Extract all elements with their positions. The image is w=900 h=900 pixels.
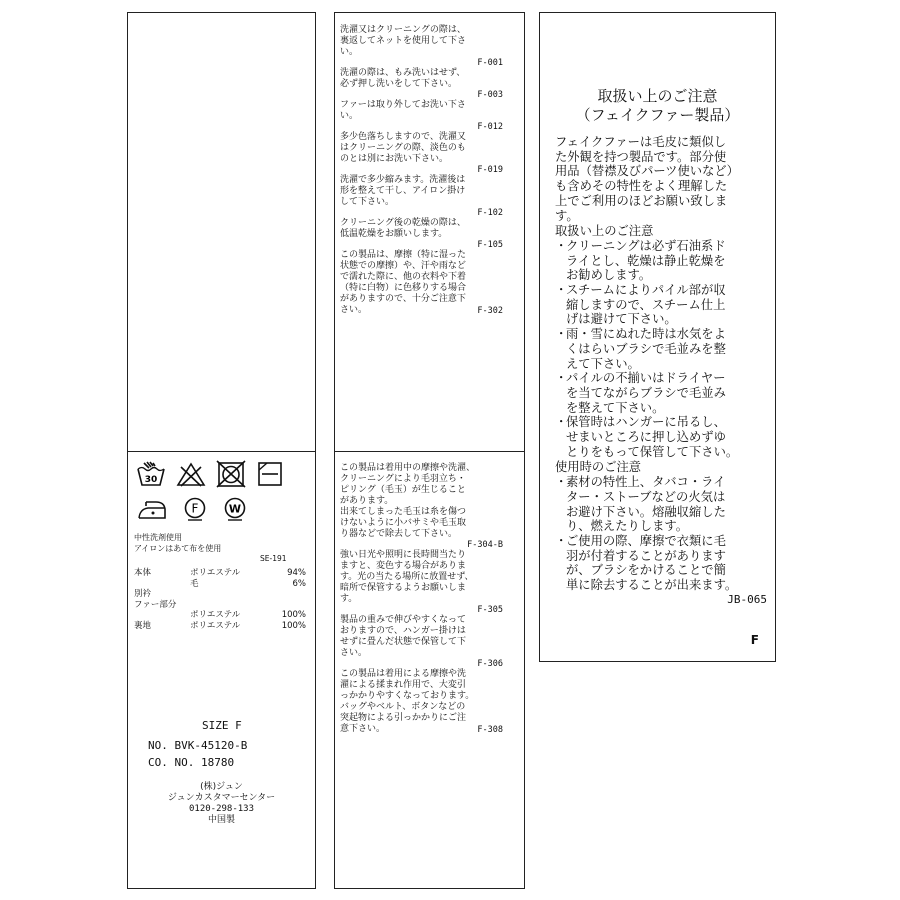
notice-text: 製品の重みで伸びやすくなって おりますので、ハンガー掛けは せずに畳んだ状態で保管して下 さい。 [340, 615, 467, 658]
notice-text: 多少色落ちしますので、洗濯又 はクリーニングの際、淡色のも のとは別にお洗い下さい。 [340, 132, 466, 164]
dry-clean-f-icon [182, 496, 208, 522]
use-heading: 使用時のご注意 [555, 460, 642, 475]
care-note-iron: アイロンはあて布を使用 [134, 543, 222, 553]
list-item [340, 615, 505, 669]
notice-list-top [340, 25, 505, 316]
wet-clean-w-icon [222, 496, 248, 522]
part-label: 別衿 [134, 589, 152, 599]
notice-code: F-012 [477, 122, 503, 132]
notice-code: F-304-B [467, 540, 503, 550]
notice-code: F-306 [477, 659, 503, 669]
notice-tag [334, 12, 525, 889]
notice-text: この製品は、摩擦（特に湿った 状態での摩擦）や、汗や雨など で濡れた際に、他の衣料や下着 （特に白物）に色移りする場合 がありますので、十分ご注意下 さい。 [340, 250, 467, 315]
dry-clean-letter: F [191, 501, 199, 516]
percent-value [260, 589, 306, 600]
material-label: 毛 [190, 578, 199, 589]
notice-code: JB-065 [727, 592, 767, 606]
material-label: ポリエステル [190, 620, 241, 631]
percent-value: 6% [292, 578, 306, 589]
line-dry-shade-icon [256, 460, 284, 488]
tag-divider [335, 451, 524, 452]
no-bleach-icon [176, 460, 206, 488]
care-note-detergent: 中性洗剤使用 [134, 533, 182, 542]
part-label: 裏地 [134, 620, 152, 631]
list-item [340, 463, 505, 550]
intro-text: フェイクファーは毛皮に類似し た外観を持つ製品です。部分使 用品（替襟及びパーツ使いなど） も含めその特性をよく理解した 上でご利用のほどお願い致しま す。 [555, 135, 739, 223]
notice-text: 洗濯の際は、もみ洗いはせず、 必ず押し洗いをして下さい。 [340, 68, 466, 89]
table-row [134, 579, 306, 590]
list-item-text: 素材の特性上、タバコ・ライ ター・ストーブなどの火気は お避け下さい。熔融収縮した り、燃えたりします。 [566, 475, 726, 534]
bullet-mark: ・ [555, 327, 568, 342]
material-label: ポリエステル [190, 610, 241, 620]
material-label: ポリエステル [190, 568, 241, 578]
care-code: SE-191 [260, 554, 287, 563]
table-row [134, 600, 306, 611]
notice-list-bottom [340, 463, 505, 735]
notice-body [555, 135, 771, 607]
notice-text: 洗濯で多少縮みます。洗濯後は 形を整えて干し、アイロン掛け して下さい。 [340, 175, 466, 207]
list-item-text: ご使用の際、摩擦で衣類に毛 羽が付着することがあります が、ブラシをかけることで簡 単に除去することが出来ます。 [566, 533, 738, 593]
bullet-mark: ・ [555, 475, 568, 490]
customer-center: ジュンカスタマーセンター [167, 793, 276, 803]
material-label [190, 589, 260, 600]
percent-value: 100% [281, 620, 306, 631]
no-tumble-dry-icon [216, 460, 246, 488]
notice-text: 強い日光や照明に長時間当たり ますと、変色する場合がありま す。光の当たる場所に放置せず、 暗所で保管するようお願いしま す。 [340, 550, 474, 604]
notice-code: F-305 [477, 605, 503, 615]
bullet-mark: ・ [555, 415, 568, 430]
table-row [134, 610, 306, 621]
list-item [340, 100, 505, 132]
hand-wash-30-icon [136, 460, 166, 488]
list-item [555, 327, 771, 371]
list-item [340, 218, 505, 250]
notice-code: F-003 [477, 90, 503, 100]
part-label [134, 579, 190, 590]
notice-code: F-302 [477, 306, 503, 316]
notice-text: 洗濯又はクリーニングの際は、 裏返してネットを使用して下さ い。 [340, 25, 467, 57]
company-name: (株)ジュン [200, 782, 243, 792]
notice-code: F-308 [477, 725, 503, 735]
notice-text: この製品は着用中の摩擦や洗濯、 クリーニングにより毛羽立ち・ ピリング（毛玉）が生じること があります。 出来てしまった毛玉は糸を傷つ けないように小バサミや毛玉取 り器などで除去して下さい。 [340, 463, 476, 539]
list-item [555, 534, 771, 593]
care-notes [134, 533, 221, 554]
care-label-tag [127, 12, 316, 889]
notice-text: クリーニング後の乾燥の際は、 低温乾燥をお願いします。 [340, 218, 466, 239]
list-item-text: スチームによりパイル部が収 縮しますので、スチーム仕上 げは避けて下さい。 [566, 283, 726, 327]
care-symbols-row-2 [136, 496, 248, 522]
wet-clean-letter: W [228, 502, 242, 516]
notice-text: ファーは取り外してお洗い下さ い。 [340, 100, 466, 121]
list-item [340, 68, 505, 100]
product-number: NO. BVK-45120-B [148, 739, 248, 752]
list-item [340, 669, 505, 735]
table-row [134, 621, 306, 632]
list-item [340, 25, 505, 68]
list-item-text: 雨・雪にぬれた時は水気をよ くはらいブラシで毛並みを整 えて下さい。 [566, 327, 726, 371]
country-of-origin: 中国製 [207, 815, 235, 825]
part-label: ファー部分 [134, 599, 177, 610]
fake-fur-notice-tag [539, 12, 776, 662]
percent-value: 94% [287, 568, 306, 578]
co-number: CO. NO. 18780 [148, 756, 235, 769]
iron-low-icon [136, 496, 168, 522]
bullet-mark: ・ [555, 238, 568, 253]
title-line-1: 取扱い上のご注意 [597, 87, 718, 105]
percent-value [234, 600, 306, 611]
table-row [134, 568, 306, 579]
notice-text: この製品は着用による摩擦や洗 濯による揉まれ作用で、大変引 っかかりやすくなっております。 バッグやベルト、ボタンなどの 突起物による引っかかりにご注 意下さい。 [340, 669, 475, 734]
notice-code: F-102 [477, 208, 503, 218]
hand-wash-temp: 30 [144, 475, 158, 485]
size-mark: F [750, 633, 759, 647]
care-symbols-row-1 [136, 460, 284, 488]
list-item-text: パイルの不揃いはドライヤー を当てながらブラシで毛並み を整えて下さい。 [566, 371, 726, 415]
notice-code: F-001 [477, 58, 503, 68]
list-item [555, 475, 771, 534]
percent-value: 100% [281, 610, 306, 620]
list-item [340, 550, 505, 615]
notice-title [540, 87, 775, 125]
list-item [340, 250, 505, 316]
title-line-2: （フェイクファー製品） [575, 106, 740, 124]
company-info [128, 782, 315, 826]
bullet-mark: ・ [555, 283, 568, 298]
list-item [555, 371, 771, 415]
handling-heading: 取扱い上のご注意 [555, 224, 654, 239]
tag-divider [128, 451, 315, 452]
list-item-text: 保管時はハンガーに吊るし、 せまいところに押し込めずゆ とりをもって保管して下さい。 [566, 415, 739, 459]
size-label: SIZE F [202, 719, 242, 732]
list-item [555, 239, 771, 283]
composition-table [134, 568, 306, 631]
list-item [555, 415, 771, 459]
phone-number: 0120-298-133 [188, 804, 255, 814]
list-item [340, 132, 505, 175]
table-row [134, 589, 306, 600]
part-label: 本体 [134, 568, 152, 578]
notice-code: F-019 [477, 165, 503, 175]
bullet-mark: ・ [555, 533, 568, 548]
list-item [340, 175, 505, 218]
bullet-mark: ・ [555, 371, 568, 386]
list-item-text: クリーニングは必ず石油系ド ライとし、乾燥は静止乾燥を お勧めします。 [566, 238, 726, 283]
product-ids [148, 737, 247, 771]
list-item [555, 283, 771, 327]
part-label [134, 610, 190, 621]
notice-code: F-105 [477, 240, 503, 250]
